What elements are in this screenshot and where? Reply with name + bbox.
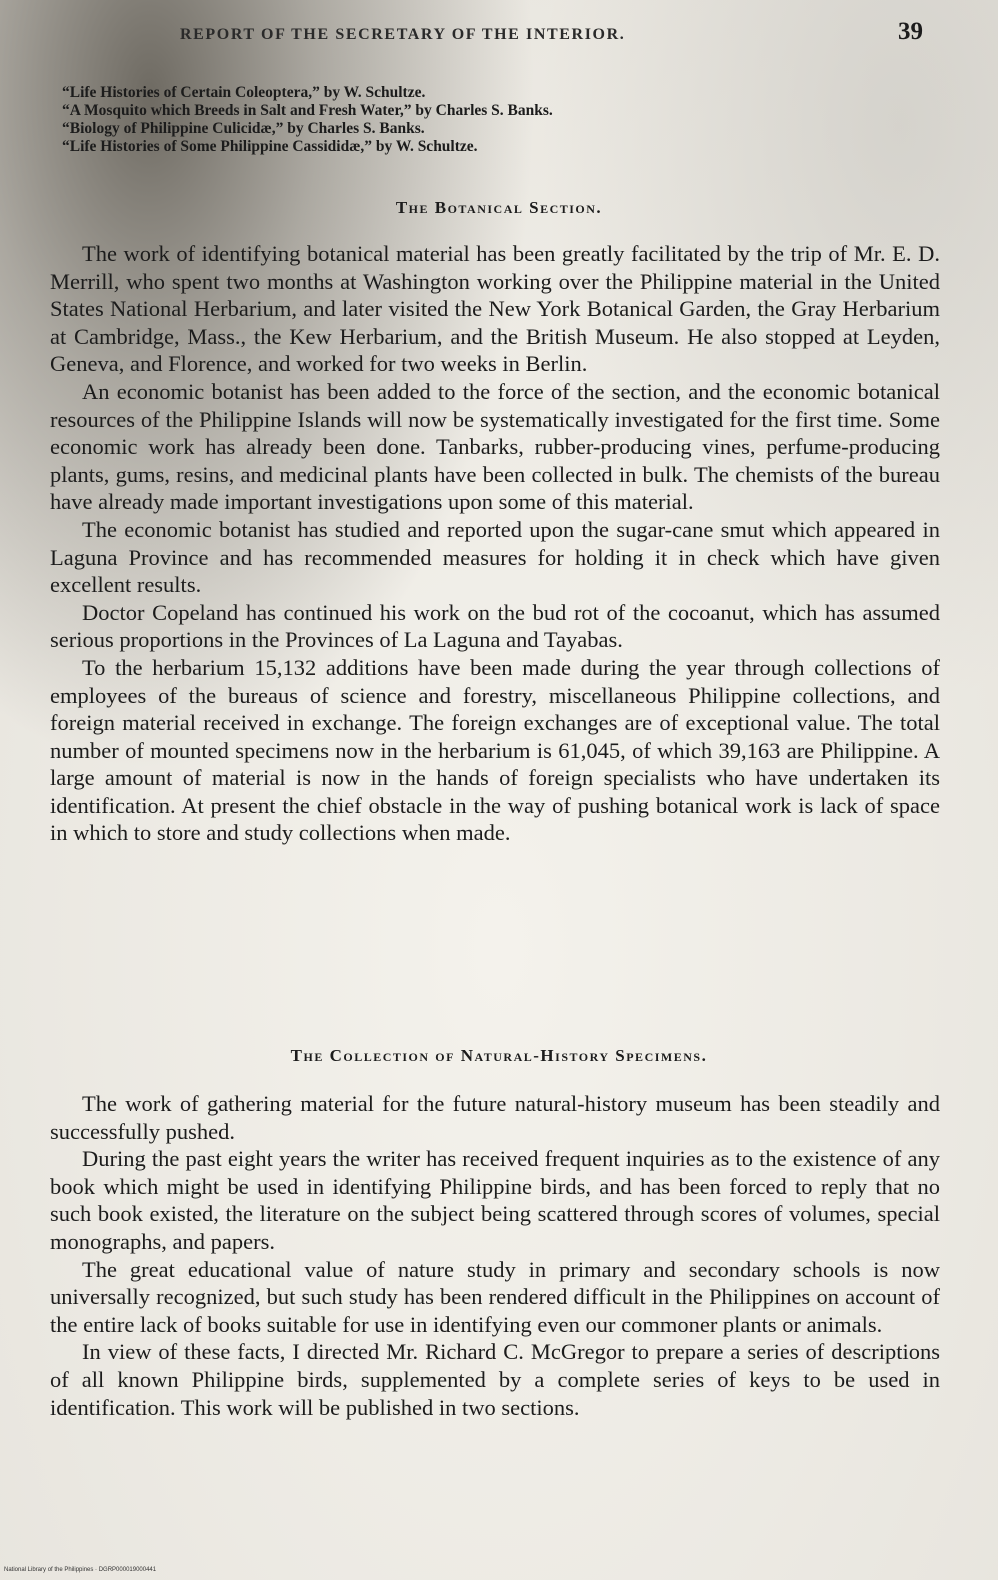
paragraph: The great educational value of nature study in primary and secondary schools is now universally recognized, but such study has been rendered difficult in the Philippines on account of the entire lack of books suitable for use in identifying even our commoner plants or animals. (50, 1256, 940, 1337)
paragraph: The work of identifying botanical material has been greatly facilitated by the trip of Mr. E. D. Merrill, who spent two months at Washington working over the Philippine material in the United States National Herbarium, and later visited the New York Botanical Garden, the Gray Herbarium at Cambridge, Mass., the Kew Herbarium, and the British Museum. He also stopped at Leyden, Geneva, and Florence, and worked for two weeks in Berlin. (50, 241, 940, 377)
page-number: 39 (898, 18, 923, 45)
paragraph: In view of these facts, I directed Mr. Richard C. McGregor to prepare a series of descriptions of all known Philippine birds, supplemented by a complete series of keys to be used in identification. This work will be published in two sections. (50, 1339, 940, 1420)
section-heading-natural-history: The Collection of Natural-History Specimens. (290, 1046, 708, 1065)
natural-history-section-body (50, 1090, 940, 1421)
paragraph: The work of gathering material for the future natural-history museum has been steadily and successfully pushed. (50, 1091, 940, 1144)
archive-footer: National Library of the Philippines · DGRP000019000441 (4, 1567, 157, 1573)
publication-list (62, 84, 922, 156)
botanical-section-body (50, 240, 940, 847)
publication-item: “Life Histories of Certain Coleoptera,” by W. Schultze. (62, 84, 426, 101)
publication-item: “A Mosquito which Breeds in Salt and Fresh Water,” by Charles S. Banks. (62, 102, 553, 119)
publication-item: “Biology of Philippine Culicidæ,” by Charles S. Banks. (62, 120, 425, 137)
paragraph: The economic botanist has studied and reported upon the sugar-cane smut which appeared in Laguna Province and has recommended measures for holding it in check which have given excellent results. (50, 516, 940, 598)
section-heading-botanical: The Botanical Section. (395, 198, 603, 217)
paragraph: To the herbarium 15,132 additions have been made during the year through collections of employees of the bureaus of science and forestry, miscellaneous Philippine collections, and foreign material received in exchange. The foreign exchanges are of exceptional value. The total number of mounted specimens now in the herbarium is 61,045, of which 39,163 are Philippine. A large amount of material is now in the hands of foreign specialists who have undertaken its identification. At present the chief obstacle in the way of pushing botanical work is lack of space in which to store and study collections when made. (50, 654, 940, 846)
publication-item: “Life Histories of Some Philippine Cassididæ,” by W. Schultze. (62, 138, 478, 155)
running-head: REPORT OF THE SECRETARY OF THE INTERIOR. (180, 26, 626, 43)
paragraph: During the past eight years the writer has received frequent inquiries as to the existence of any book which might be used in identifying Philippine birds, and has been forced to reply that no such book existed, the literature on the subject being scattered through scores of volumes, special monographs, and papers. (50, 1146, 940, 1254)
paragraph: An economic botanist has been added to the force of the section, and the economic botanical resources of the Philippine Islands will now be systematically investigated for the first time. Some economic work has already been done. Tanbarks, rubber-producing vines, perfume-producing plants, gums, resins, and medicinal plants have been collected in bulk. The chemists of the bureau have already made important investigations upon some of this material. (50, 378, 940, 515)
paragraph: Doctor Copeland has continued his work on the bud rot of the cocoanut, which has assumed serious proportions in the Provinces of La Laguna and Tayabas. (50, 599, 940, 653)
